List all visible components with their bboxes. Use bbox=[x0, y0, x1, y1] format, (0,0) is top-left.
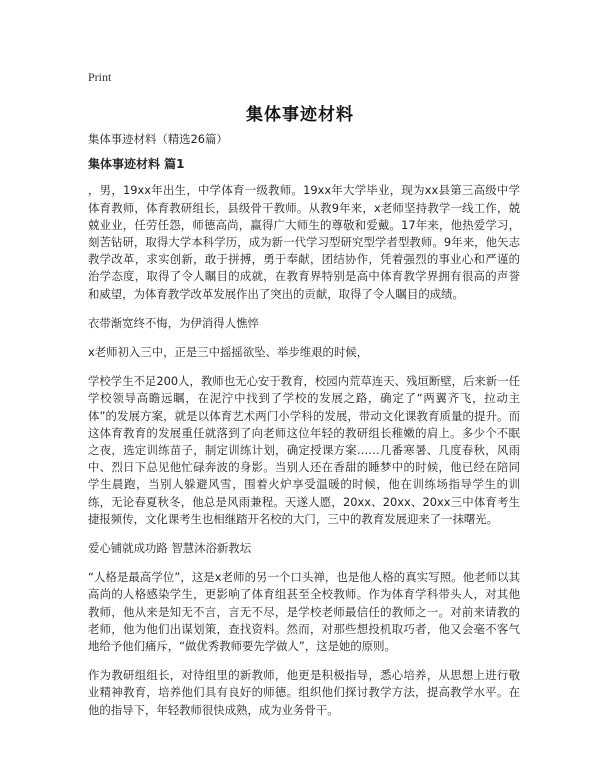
paragraph-character: “人格是最高学位”，这是x老师的另一个口头禅，也是他人格的真实写照。他老师以其高尚的人格感染学生，更影响了体育组甚至全校教师。作为体育学科带头人，对其他教师，他从来是知无不言，言无不尽，是学校老师最信任的教师之一。对前来请教的老师，他为他们出谋划策，查找资料。然而，对那些想投机取巧者，他又会毫不客气地给予他们痛斥，“做优秀教师要先学做人”，这是她的原则。 bbox=[88, 570, 520, 654]
paragraph-start: x老师初入三中，正是三中摇摇欲坠、举步维艰的时候， bbox=[88, 345, 369, 360]
print-label: Print bbox=[88, 70, 112, 84]
paragraph-intro: ，男，19xx年出生，中学体育一级教师。19xx年大学毕业，现为xx县第三高级中学体育教师，体育教研组长，县级骨干教师。从教9年来，x老师坚持教学一线工作，兢兢业业，任劳任怨，师德高尚，赢得广大师生的尊敬和爱戴。17年来，他热爱学习，刻苦钻研，取得大学本科学历，成为新一代学习型研究型学者型教师。9年来，他矢志教学改革，求实创新，敢于拼搏，勇于奉献，团结协作，凭着强烈的事业心和严谨的治学态度，取得了令人瞩目的成就，在教育界特别是高中体育教学界拥有很高的声誉和威望，为体育教学改革发展作出了突出的贡献，取得了令人瞩目的成绩。 bbox=[88, 183, 520, 301]
paragraph-mentoring: 作为教研组组长，对待组里的新教师，他更是积极指导，悉心培养，从思想上进行敬业精神教育，培养他们具有良好的师德。组织他们探讨教学方法，提高教学水平。在他的指导下，年轻教师很快成熟，成为业务骨干。 bbox=[88, 668, 520, 717]
paragraph-development: 学校学生不足200人，教师也无心安于教育，校园内荒草连天、残垣断壁，后来新一任学校领导高瞻远瞩，在泥泞中找到了学校的发展之路，确定了“两翼齐飞，拉动主体”的发展方案，就是以体育艺术两门小学科的发展，带动文化课教育质量的提升。而这体育教育的发展重任就落到了向老师这位年轻的教研组长稚嫩的肩上。多少个不眠之夜，选定训练苗子，制定训练计划，确定授课方案……几番寒暑、几度春秋，风雨中、烈日下总见他忙碌奔波的身影。当别人还在香甜的睡梦中的时候，他已经在陪同学生晨跑，当别人躲避风雪，围着火炉享受温暖的时候，他在训练场指导学生的训练，无论春夏秋冬，他总是风雨兼程。天遂人愿，20xx、20xx、20xx三中体育考生捷报频传，文化课考生也相继踏开名校的大门，三中的教育发展迎来了一抹曙光。 bbox=[88, 374, 520, 526]
document-body bbox=[88, 131, 520, 719]
paragraph-heading-2: 爱心铺就成功路 智慧沐浴新教坛 bbox=[88, 541, 252, 556]
section-heading: 集体事迹材料 篇1 bbox=[88, 157, 185, 172]
document-subtitle: 集体事迹材料（精选26篇） bbox=[88, 132, 228, 146]
paragraph-heading-1: 衣带渐宽终不悔，为伊消得人憔悴 bbox=[88, 315, 259, 330]
document-title: 集体事迹材料 bbox=[246, 105, 354, 125]
